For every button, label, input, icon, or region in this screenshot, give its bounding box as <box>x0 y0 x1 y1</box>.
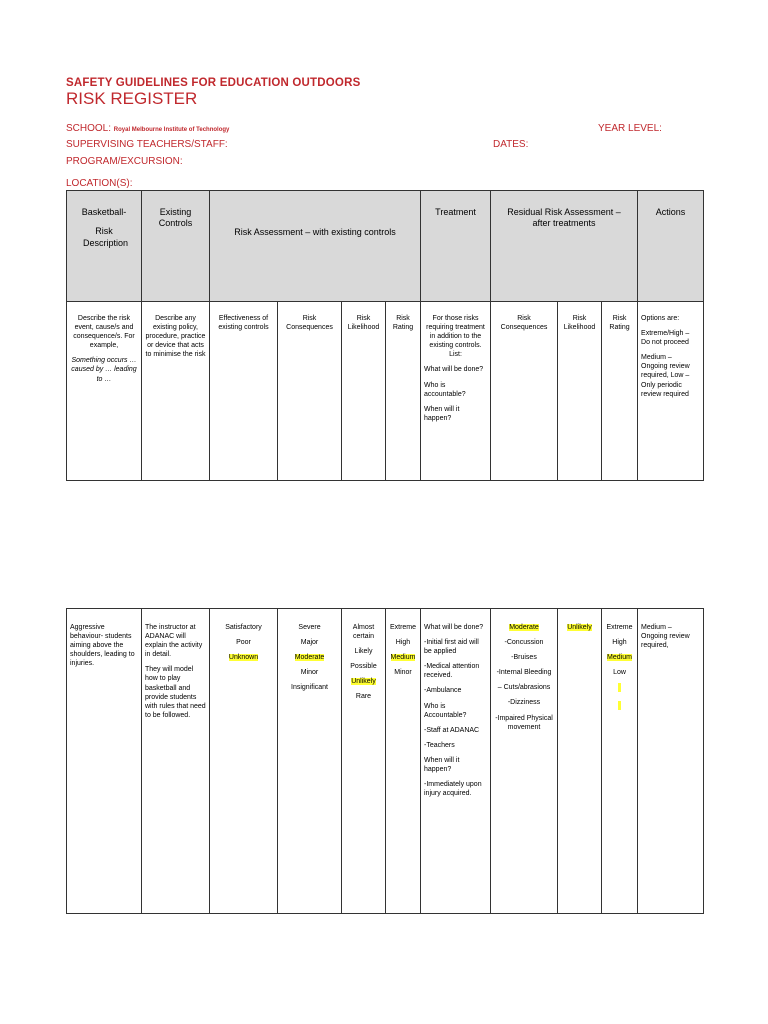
desc-likelihood: Risk Likelihood <box>342 302 386 481</box>
header-risk-assessment: Risk Assessment – with existing controls <box>210 191 421 302</box>
school-value: Royal Melbourne Institute of Technology <box>113 127 230 133</box>
res-cons-concussion: -Concussion <box>504 639 544 647</box>
header-treatment: Treatment <box>421 191 491 302</box>
like-unlikely-selected: Unlikely <box>351 678 376 686</box>
desc-consequences: Risk Consequences <box>278 302 342 481</box>
treat-ambulance: -Ambulance <box>424 687 462 695</box>
row-res-consequences <box>491 609 558 914</box>
like-possible: Possible <box>350 663 377 671</box>
desc-actions-3: Medium – Ongoing review required, Low – Only periodic review required <box>641 354 690 398</box>
header-residual: Residual Risk Assessment – after treatments <box>491 191 638 302</box>
header-basketball: Basketball- <box>81 207 127 217</box>
res-rating-extreme: Extreme <box>606 624 633 631</box>
location-label: LOCATION(S): <box>66 178 133 189</box>
cons-insignificant: Insignificant <box>291 684 328 692</box>
row-existing-controls <box>142 609 210 914</box>
res-cons-bleeding: -Internal Bleeding <box>496 669 552 677</box>
treat-when: When will it happen? <box>424 756 460 774</box>
eff-poor: Poor <box>236 639 251 647</box>
header-actions: Actions <box>638 191 704 302</box>
treat-what: What will be done? <box>424 624 484 631</box>
dates-label: DATES: <box>493 139 529 150</box>
rating-minor: Minor <box>394 669 412 677</box>
desc-treatment-who: Who is accountable? <box>424 381 466 398</box>
row-actions: Medium – Ongoing review required, <box>638 609 704 914</box>
treat-staff: -Staff at ADANAC <box>424 726 480 734</box>
row-res-likelihood <box>558 609 602 914</box>
desc-actions-2: Extreme/High – Do not proceed <box>641 330 690 347</box>
desc-existing-controls: Describe any existing policy, procedure, practice or device that acts to minimise the risk <box>142 302 210 481</box>
desc-effectiveness: Effectiveness of existing controls <box>210 302 278 481</box>
risk-register-entry-table <box>66 608 704 914</box>
treat-who: Who is Accountable? <box>424 702 467 719</box>
desc-res-likelihood: Risk Likelihood <box>558 302 602 481</box>
highlight-mark <box>618 701 621 710</box>
year-level-label: YEAR LEVEL: <box>598 123 662 134</box>
rating-extreme: Extreme <box>389 624 417 631</box>
desc-actions <box>638 302 704 481</box>
header-risk-description <box>67 191 142 302</box>
supervising-label: SUPERVISING TEACHERS/STAFF: <box>66 139 228 150</box>
document-suptitle: SAFETY GUIDELINES FOR EDUCATION OUTDOORS <box>66 77 361 89</box>
cons-major: Major <box>300 639 319 647</box>
res-rating-low: Low <box>613 669 626 677</box>
desc-risk-text: Describe the risk event, cause/s and consequence/s. For example, <box>73 315 135 350</box>
res-like-unlikely-selected: Unlikely <box>567 624 592 631</box>
row-risk: Aggressive behaviour- students aiming above the shoulders, leading to injuries. <box>67 609 142 914</box>
like-rare: Rare <box>355 693 372 701</box>
like-almost-certain: Almost certain <box>352 624 375 641</box>
res-rating-high: High <box>612 639 627 647</box>
desc-res-consequences: Risk Consequences <box>491 302 558 481</box>
cons-moderate-selected: Moderate <box>294 654 325 662</box>
desc-risk-description <box>67 302 142 481</box>
row-rating <box>386 609 421 914</box>
res-rating-medium-selected: Medium <box>607 654 632 662</box>
header-risk-description-label: Risk Description <box>83 226 129 248</box>
desc-rating: Risk Rating <box>386 302 421 481</box>
school-field <box>66 123 229 134</box>
row-existing-1: The instructor at ADANAC will explain the activity in detail. <box>145 624 203 659</box>
row-treatment <box>421 609 491 914</box>
header-existing-controls: Existing Controls <box>142 191 210 302</box>
document-title: RISK REGISTER <box>66 89 198 108</box>
desc-risk-italic: Something occurs … caused by … leading to … <box>71 357 137 383</box>
row-consequences <box>278 609 342 914</box>
eff-unknown-selected: Unknown <box>228 654 259 662</box>
desc-treatment-intro: For those risks requiring treatment in addition to the existing controls. List: <box>426 315 485 359</box>
desc-treatment-when: When will it happen? <box>424 405 460 422</box>
row-effectiveness <box>210 609 278 914</box>
row-likelihood <box>342 609 386 914</box>
like-likely: Likely <box>354 648 373 656</box>
eff-satisfactory: Satisfactory <box>225 624 262 631</box>
res-cons-bruises: -Bruises <box>511 654 537 662</box>
desc-res-rating: Risk Rating <box>602 302 638 481</box>
treat-teachers: -Teachers <box>424 741 455 749</box>
risk-register-header-table <box>66 190 704 481</box>
treat-first-aid: -Initial first aid will be applied <box>424 639 479 656</box>
treat-medical: -Medical attention received. <box>424 663 480 680</box>
table-row <box>67 609 704 914</box>
row-res-rating <box>602 609 638 914</box>
highlight-mark <box>618 683 621 692</box>
res-cons-moderate-selected: Moderate <box>509 624 539 631</box>
school-label: SCHOOL: <box>66 123 112 134</box>
desc-treatment <box>421 302 491 481</box>
program-label: PROGRAM/EXCURSION: <box>66 156 183 167</box>
res-cons-impaired: -Impaired Physical movement <box>495 714 553 731</box>
cons-minor: Minor <box>300 669 319 677</box>
res-cons-dizziness: -Dizziness <box>507 699 541 707</box>
cons-severe: Severe <box>298 624 321 631</box>
desc-treatment-what: What will be done? <box>424 366 484 374</box>
rating-high: High <box>395 639 411 647</box>
rating-medium-selected: Medium <box>390 654 416 662</box>
row-existing-2: They will model how to play basketball and provide students with rules that need to be followed. <box>145 666 206 719</box>
desc-actions-1: Options are: <box>641 315 680 322</box>
treat-immediately: -Immediately upon injury acquired. <box>424 781 482 798</box>
res-cons-cuts: – Cuts/abrasions <box>497 684 551 692</box>
